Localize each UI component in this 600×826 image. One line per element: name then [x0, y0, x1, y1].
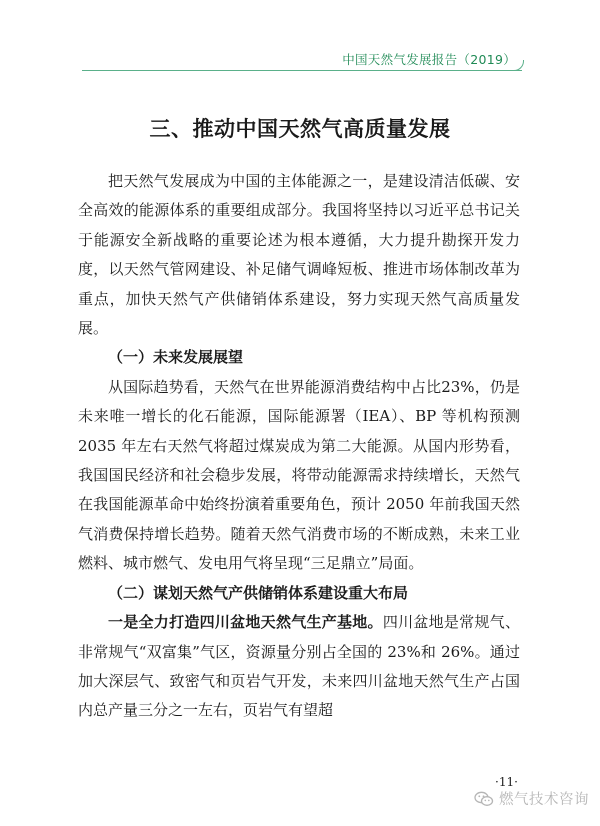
watermark	[474, 788, 589, 809]
header-divider	[82, 70, 522, 71]
subsection-1-title: （一）未来发展展望	[108, 348, 244, 367]
subsection-2-lead: 一是全力打造四川盆地天然气生产基地。	[108, 613, 383, 632]
page-number: ·11·	[495, 775, 518, 789]
subsection-2-body: 四川盆地是常规气、非常规气“双富集”气区，资源量分别占全国的 23%和 26%。通过加大深层气、致密气和页岩气开发，未来四川盆地天然气生产占国内总产量三分之一左右，页岩气有望超	[78, 613, 520, 720]
body-content	[78, 167, 520, 726]
watermark-text: 燃气技术咨询	[499, 792, 589, 808]
intro-paragraph: 把天然气发展成为中国的主体能源之一，是建设清洁低碳、安全高效的能源体系的重要组成部分。我国将坚持以习近平总书记关于能源安全新战略的重要论述为根本遵循，大力提升勘探开发力度，以天然气管网建设、补足储气调峰短板、推进市场体制改革为重点，加快天然气产供储销体系建设，努力实现天然气高质量发展。	[78, 172, 520, 338]
header-divider-cap	[513, 60, 524, 71]
subsection-2-paragraph	[78, 608, 520, 726]
wechat-icon	[474, 791, 494, 807]
subsection-2-title: （二）谋划天然气产供储销体系建设重大布局	[108, 583, 409, 602]
report-title: 中国天然气发展报告（2019）	[342, 52, 516, 67]
subsection-1-paragraph: 从国际趋势看，天然气在世界能源消费结构中占比23%，仍是未来唯一增长的化石能源，国际能源署（IEA）、BP 等机构预测 2035 年左右天然气将超过煤炭成为第二大能源。从国内形势看，我国国民经济和社会稳步发展，将带动能源需求持续增长，天然气在我国能源革命中始终扮演着重要角色，预计 2050 年前我国天然气消费保持增长趋势。随着天然气消费市场的不断成熟，未来工业燃料、城市燃气、发电用气将呈现“三足鼎立”局面。	[78, 377, 520, 573]
section-title: 三、推动中国天然气高质量发展	[149, 117, 451, 141]
